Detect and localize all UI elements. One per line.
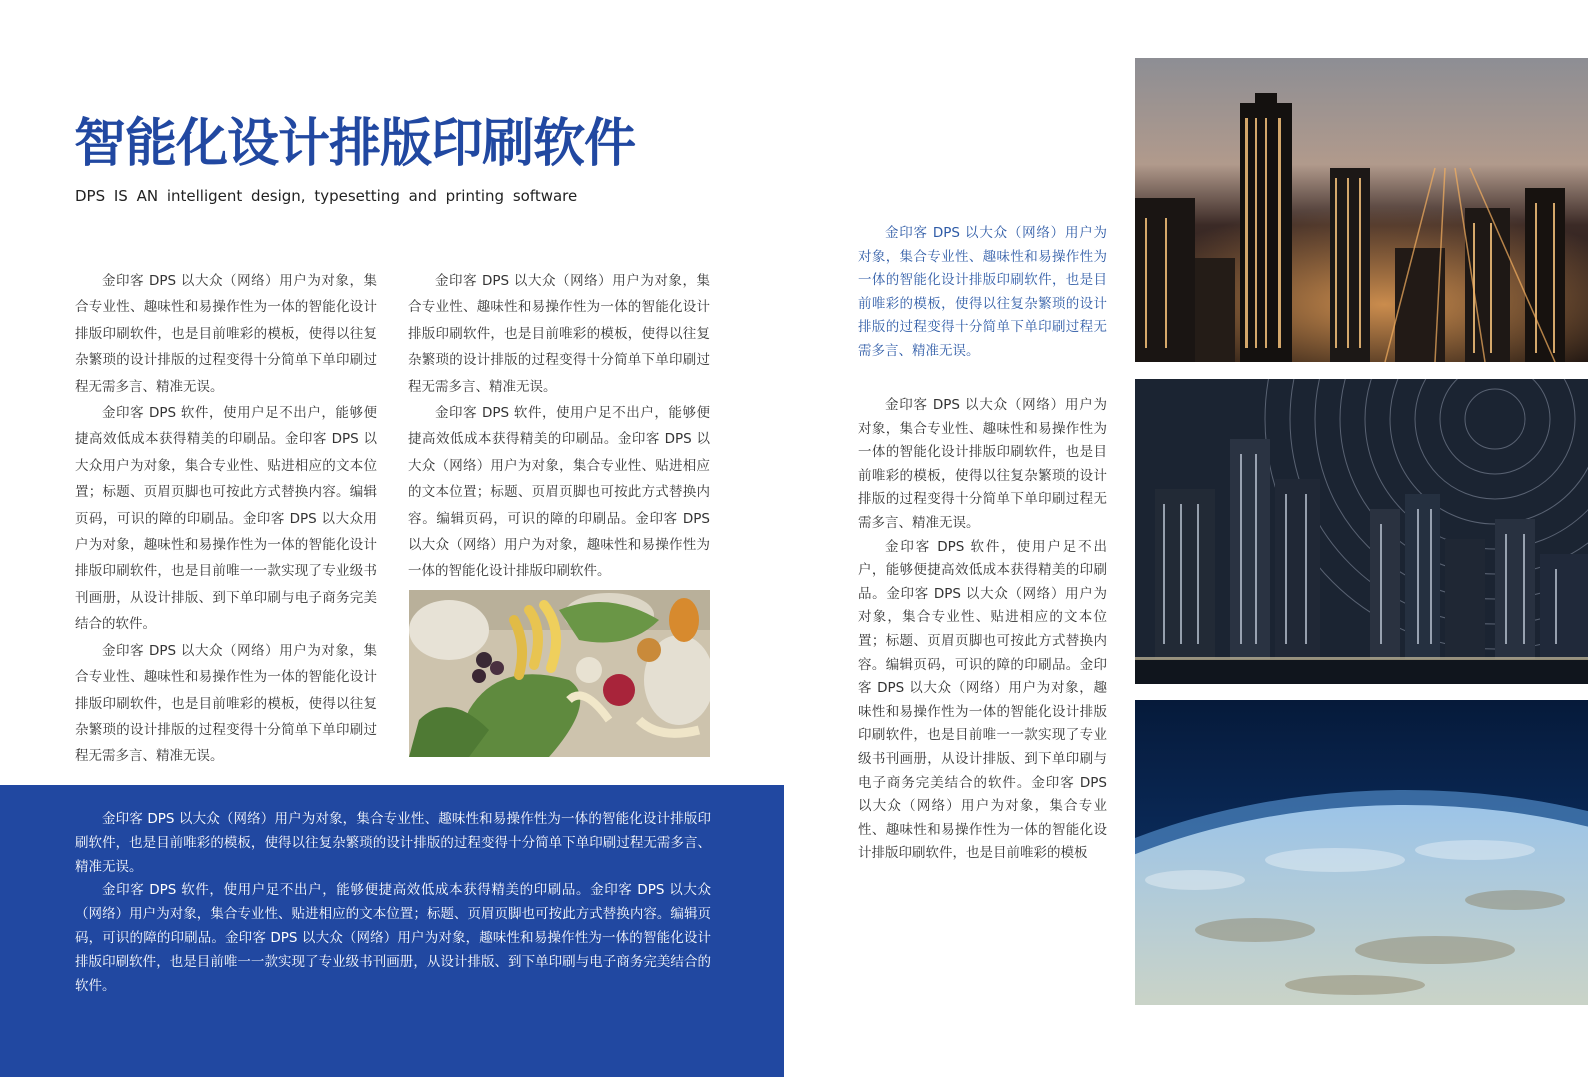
city-night-skyline-photo [1135, 58, 1588, 362]
earth-from-space-photo [1135, 700, 1588, 1005]
text-column-2 [408, 268, 710, 585]
text-column-3 [858, 394, 1107, 866]
page-subtitle: DPS IS AN intelligent design, typesetting and printing software [75, 187, 578, 205]
paragraph: 金印客 DPS 以大众（网络）用户为对象，集合专业性、趣味性和易操作性为一体的智能化设计排版印刷软件，也是目前唯彩的模板，使得以往复杂繁琐的设计排版的过程变得十分简单下单印刷过程无需多言、精准无误。 [75, 811, 711, 875]
star-trails-skyline-photo [1135, 379, 1588, 684]
paragraph: 金印客 DPS 以大众（网络）用户为对象，集合专业性、趣味性和易操作性为一体的智能化设计排版印刷软件，也是目前唯彩的模板，使得以往复杂繁琐的设计排版的过程变得十分简单下单印刷过程无需多言、精准无误。 [408, 273, 710, 395]
paragraph: 金印客 DPS 软件，使用户足不出户，能够便捷高效低成本获得精美的印刷品。金印客 DPS 以大众（网络）用户为对象，集合专业性、贴进相应的文本位置；标题、页眉页脚也可按此方式替换内容。编辑页码，可识的障的印刷品。金印客 DPS 以大众（网络）用户为对象，趣味性和易操作性为一体的智能化设计排版印刷软件。 [408, 405, 710, 580]
page-title: 智能化设计排版印刷软件 [74, 114, 636, 174]
paragraph: 金印客 DPS 以大众（网络）用户为对象，集合专业性、趣味性和易操作性为一体的智能化设计排版印刷软件，也是目前唯彩的模板，使得以往复杂繁琐的设计排版的过程变得十分简单下单印刷过程无需多言、精准无误。 [858, 225, 1107, 359]
text-column-1 [75, 268, 377, 770]
blue-band-text [75, 808, 711, 998]
paragraph: 金印客 DPS 软件，使用户足不出户，能够便捷高效低成本获得精美的印刷品。金印客 DPS 以大众（网络）用户为对象，集合专业性、贴进相应的文本位置；标题、页眉页脚也可按此方式替换内容。编辑页码，可识的障的印刷品。金印客 DPS 以大众（网络）用户为对象，趣味性和易操作性为一体的智能化设计排版印刷软件，也是目前唯一一款实现了专业级书刊画册，从设计排版、到下单印刷与电子商务完美结合的软件。金印客 DPS 以大众（网络）用户为对象，集合专业性、趣味性和易操作性为一体的智能化设计排版印刷软件，也是目前唯彩的模板 [858, 538, 1107, 862]
paragraph: 金印客 DPS 软件，使用户足不出户，能够便捷高效低成本获得精美的印刷品。金印客 DPS 以大众用户为对象，集合专业性、贴进相应的文本位置；标题、页眉页脚也可按此方式替换内容。编辑页码，可识的障的印刷品。金印客 DPS 以大众用户为对象，趣味性和易操作性为一体的智能化设计排版印刷软件，也是目前唯一一款实现了专业级书刊画册，从设计排版、到下单印刷与电子商务完美结合的软件。 [75, 405, 377, 633]
paragraph: 金印客 DPS 以大众（网络）用户为对象，集合专业性、趣味性和易操作性为一体的智能化设计排版印刷软件，也是目前唯彩的模板，使得以往复杂繁琐的设计排版的过程变得十分简单下单印刷过程无需多言、精准无误。 [75, 273, 377, 395]
paragraph: 金印客 DPS 软件，使用户足不出户，能够便捷高效低成本获得精美的印刷品。金印客 DPS 以大众（网络）用户为对象，集合专业性、贴进相应的文本位置；标题、页眉页脚也可按此方式替换内容。编辑页码，可识的障的印刷品。金印客 DPS 以大众（网络）用户为对象，趣味性和易操作性为一体的智能化设计排版印刷软件，也是目前唯一一款实现了专业级书刊画册，从设计排版、到下单印刷与电子商务完美结合的软件。 [75, 882, 711, 994]
paragraph: 金印客 DPS 以大众（网络）用户为对象，集合专业性、趣味性和易操作性为一体的智能化设计排版印刷软件，也是目前唯彩的模板，使得以往复杂繁琐的设计排版的过程变得十分简单下单印刷过程无需多言、精准无误。 [75, 642, 377, 765]
highlight-text [858, 222, 1107, 364]
paragraph: 金印客 DPS 以大众（网络）用户为对象，集合专业性、趣味性和易操作性为一体的智能化设计排版印刷软件，也是目前唯彩的模板，使得以往复杂繁琐的设计排版的过程变得十分简单下单印刷过程无需多言、精准无误。 [858, 397, 1107, 531]
food-platter-photo [409, 590, 710, 757]
